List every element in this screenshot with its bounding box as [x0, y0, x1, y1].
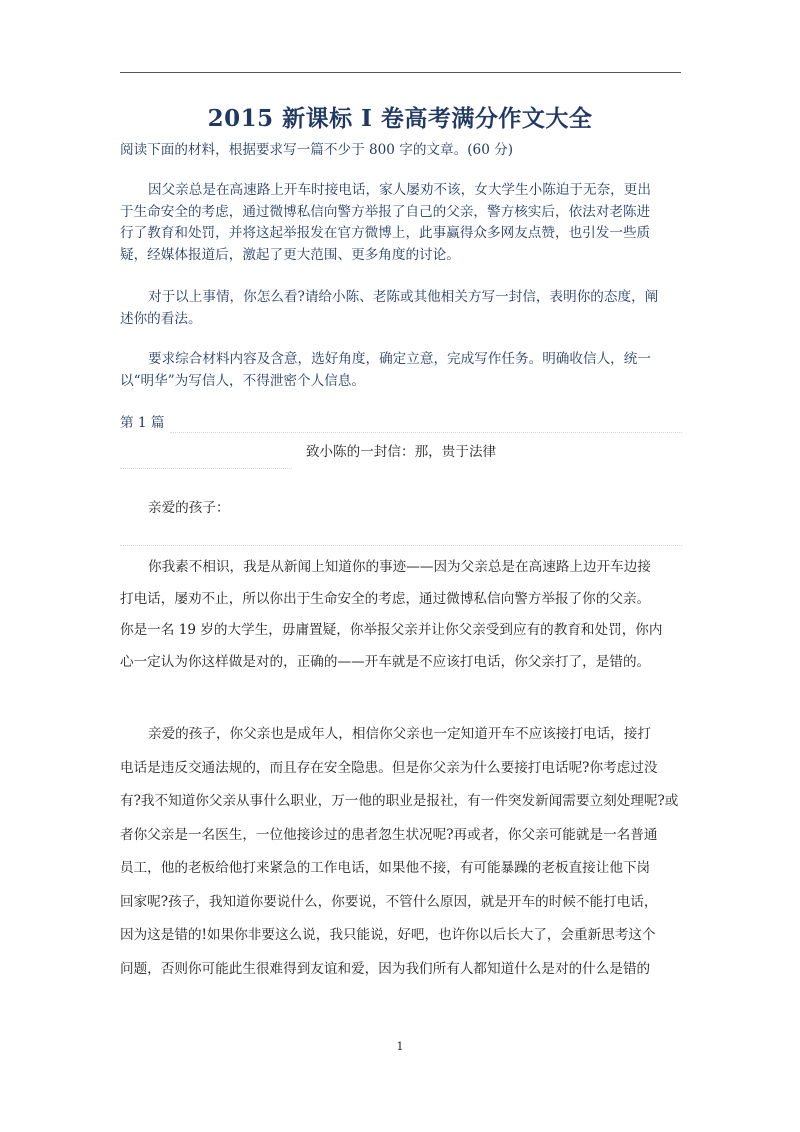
text-line: 你我素不相识，我是从新闻上知道你的事迹——因为父亲总是在高速路上边开车边接 [148, 559, 651, 575]
salutation: 亲爱的孩子： [148, 500, 230, 516]
section-label: 第 1 篇 [120, 415, 165, 431]
dotted-divider [120, 468, 292, 469]
prompt-intro: 阅读下面的材料，根据要求写一篇不少于 800 字的文章。(60 分) [120, 142, 514, 158]
text-line: 你是一名 19 岁的大学生，毋庸置疑，你举报父亲并让你父亲受到应有的教育和处罚，你内 [120, 622, 663, 638]
essay-paragraph-1 [120, 552, 682, 678]
page-number: 1 [396, 1040, 404, 1053]
text-line: 于生命安全的考虑，通过微博私信向警方举报了自己的父亲，警方核实后，依法对老陈进 [120, 203, 651, 220]
text-line: 员工，他的老板给他打来紧急的工作电话，如果他不接，有可能暴躁的老板直接让他下岗 [120, 860, 651, 876]
text-line: 以“明华”为写信人，不得泄密个人信息。 [120, 372, 365, 389]
text-line: 问题，否则你可能此生很难得到友谊和爱，因为我们所有人都知道什么是对的什么是错的 [120, 960, 651, 977]
letter-title: 致小陈的一封信：那，贵于法律 [305, 444, 497, 460]
text-line: 行了教育和处罚，并将这起举报发在官方微博上，此事赢得众多网友点赞，也引发一些质 [120, 225, 651, 241]
text-line: 亲爱的孩子，你父亲也是成年人，相信你父亲也一定知道开车不应该接打电话，接打 [148, 726, 651, 742]
text-line: 电话是违反交通法规的，而且存在安全隐患。但是你父亲为什么要接打电话呢?你考虑过没 [120, 759, 658, 776]
dotted-divider [170, 432, 682, 433]
text-line: 因父亲总是在高速路上开车时接电话，家人屡劝不该，女大学生小陈迫于无奈，更出 [148, 182, 651, 198]
text-line: 有?我不知道你父亲从事什么职业，万一他的职业是报社，有一件突发新闻需要立刻处理呢?或 [120, 793, 679, 809]
text-line: 心一定认为你这样做是对的，正确的——开车就是不应该打电话，你父亲打了，是错的。 [120, 653, 651, 670]
text-line: 疑，经媒体报道后，激起了更大范围、更多角度的讨论。 [120, 246, 460, 263]
prompt-paragraph-1 [120, 180, 682, 266]
text-line: 因为这是错的!如果你非要这么说，我只能说，好吧，也许你以后长大了，会重新思考这个 [120, 927, 656, 943]
prompt-paragraph-3 [120, 349, 682, 392]
text-line: 者你父亲是一名医生，一位他接诊过的患者忽生状况呢?再或者，你父亲可能就是一名普通 [120, 826, 658, 843]
text-line: 要求综合材料内容及含意，选好角度，确定立意，完成写作任务。明确收信人，统一 [148, 351, 651, 367]
essay-paragraph-2 [120, 718, 682, 986]
text-line: 对于以上事情，你怎么看?请给小陈、老陈或其他相关方写一封信，表明你的态度，阐 [148, 289, 659, 305]
prompt-paragraph-2 [120, 287, 682, 330]
header-rule [120, 72, 681, 73]
text-line: 打电话，屡劝不止，所以你出于生命安全的考虑，通过微博私信向警方举报了你的父亲。 [120, 590, 651, 607]
text-line: 回家呢?孩子，我知道你要说什么，你要说，不管什么原因，就是开车的时候不能打电话， [120, 893, 658, 910]
text-line: 述你的看法。 [120, 310, 202, 327]
document-title: 2015 新课标 I 卷高考满分作文大全 [207, 105, 593, 132]
dotted-divider [120, 545, 682, 546]
